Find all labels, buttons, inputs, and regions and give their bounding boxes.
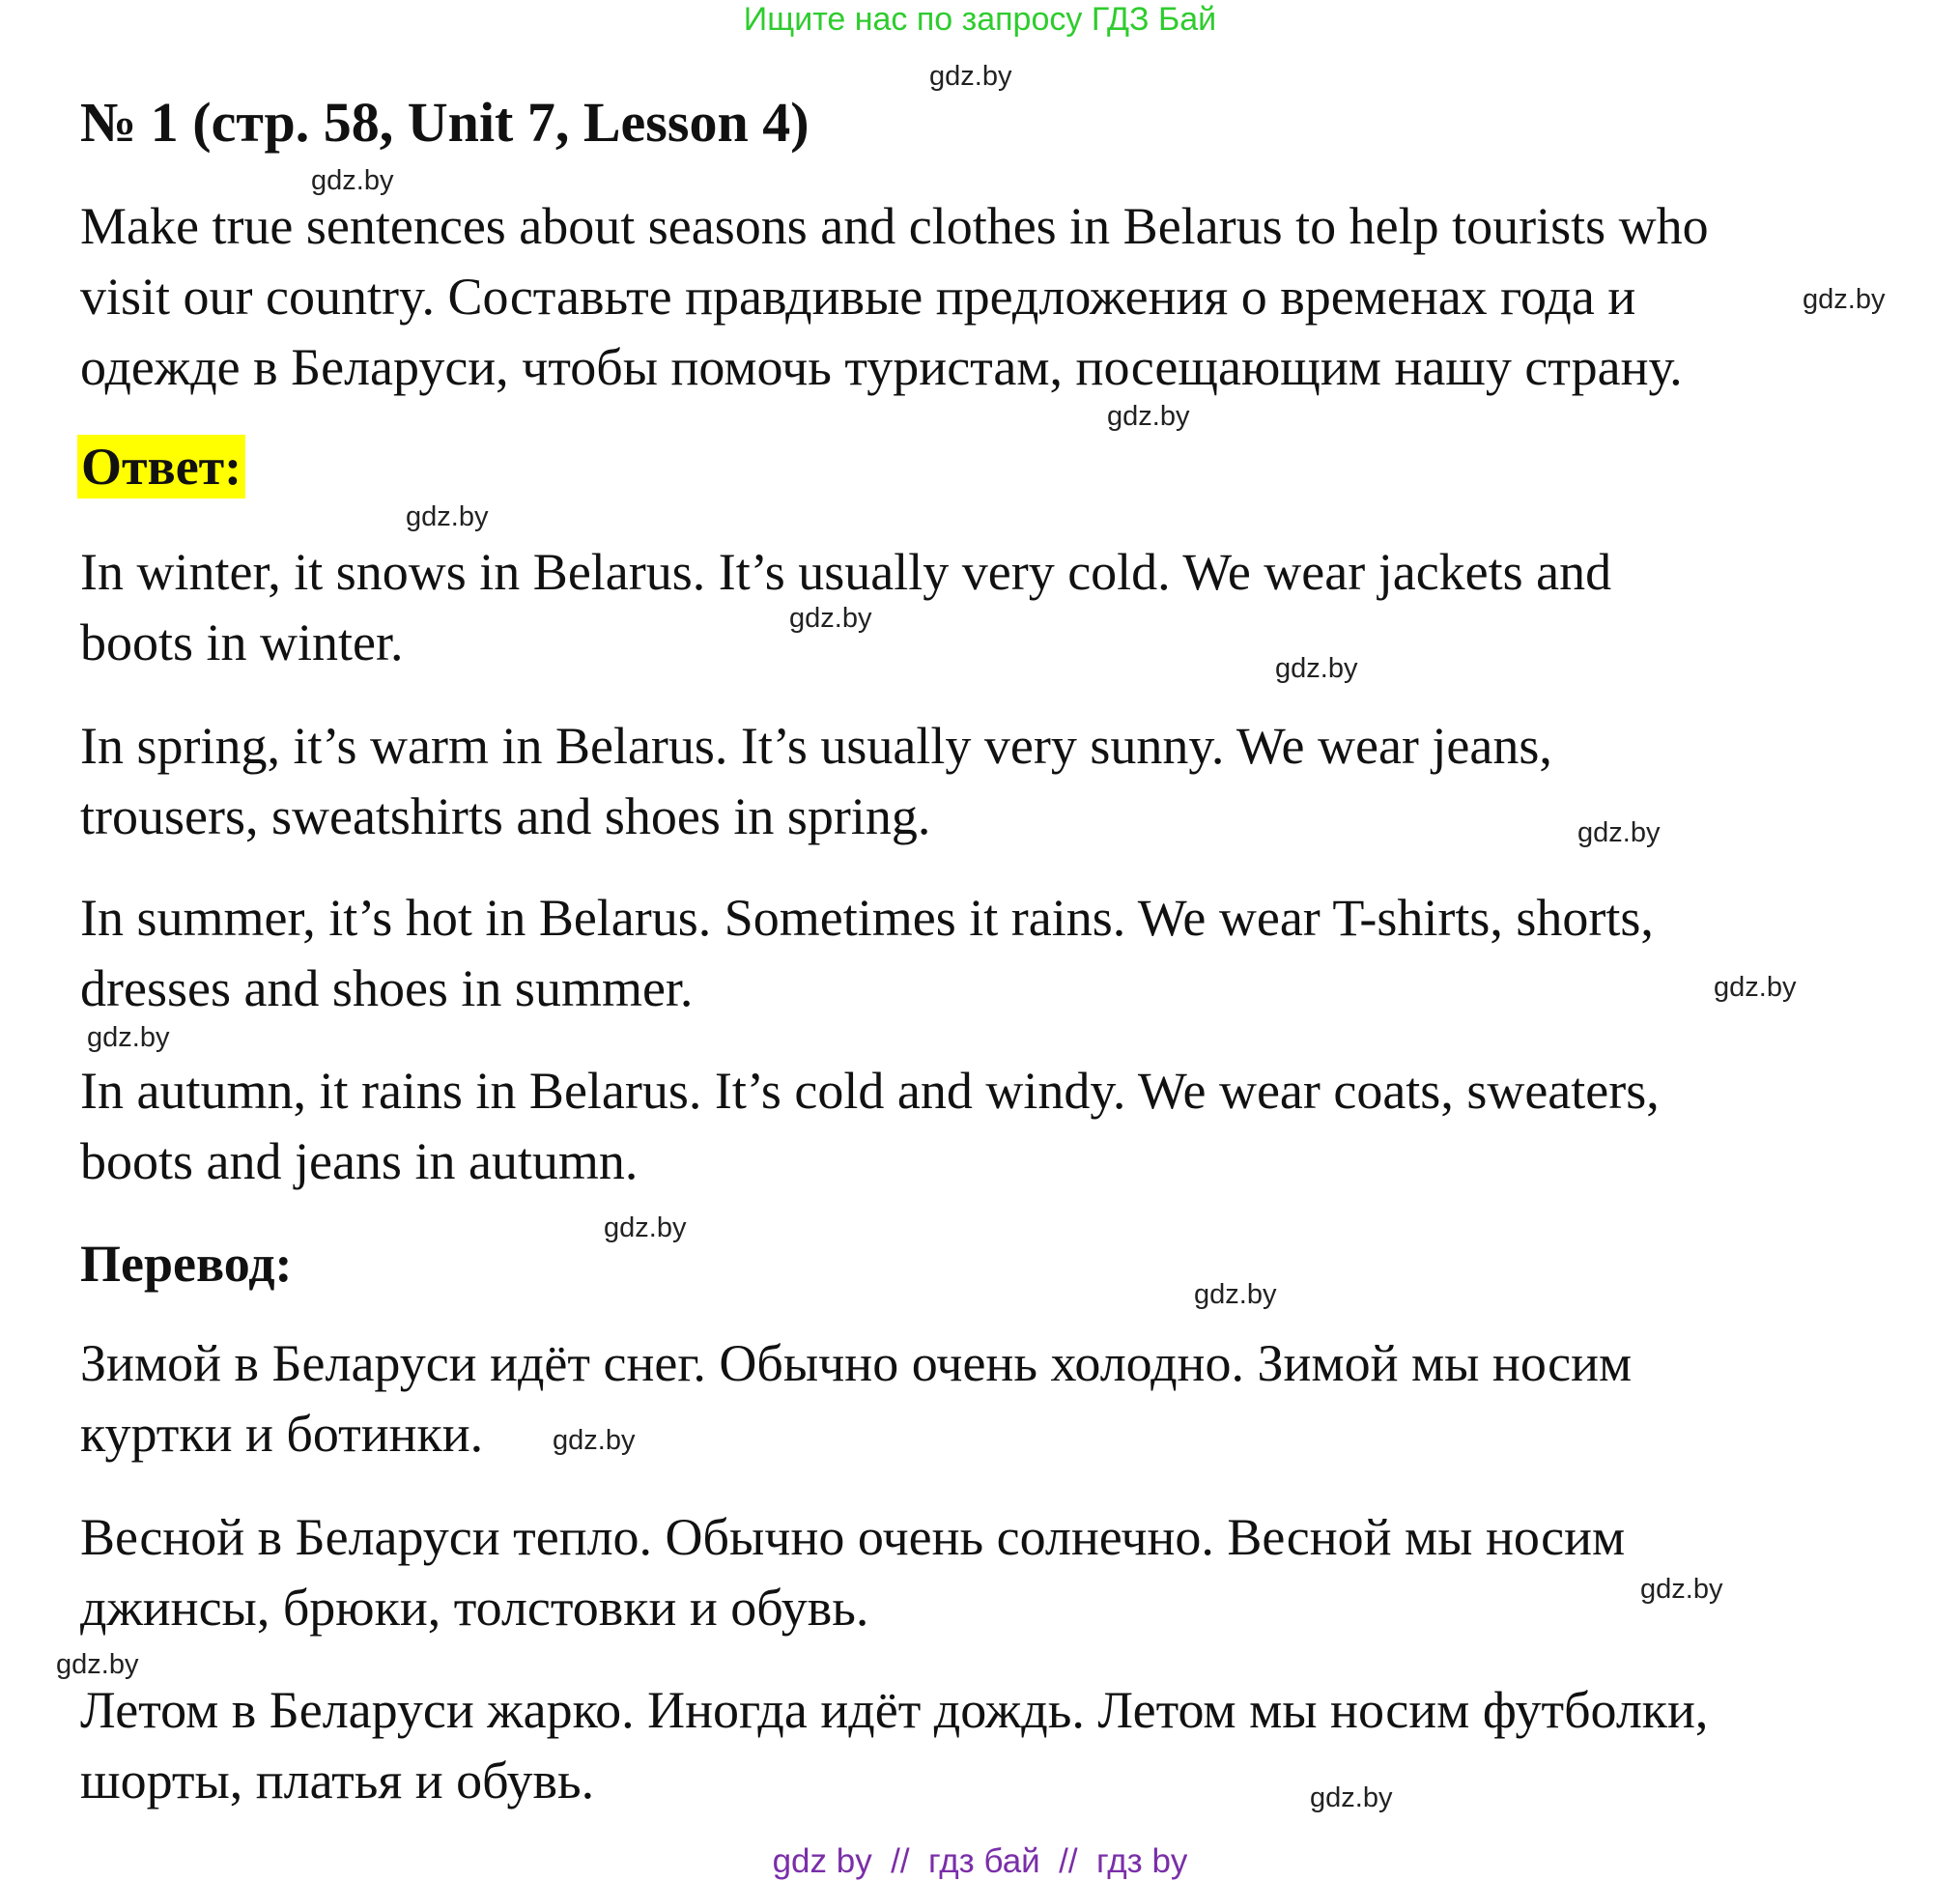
watermark: gdz.by bbox=[1310, 1782, 1393, 1813]
answer-line: boots in winter. bbox=[80, 613, 404, 671]
answer-line: In spring, it’s warm in Belarus. It’s usually very sunny. We wear jeans, bbox=[80, 717, 1552, 775]
translation-line: Летом в Беларуси жарко. Иногда идёт дождь. Летом мы носим футболки, bbox=[80, 1681, 1709, 1739]
watermark: gdz.by bbox=[1803, 284, 1886, 315]
watermark: gdz.by bbox=[604, 1212, 687, 1243]
watermark: gdz.by bbox=[553, 1425, 636, 1456]
answer-line: In autumn, it rains in Belarus. It’s cold and windy. We wear coats, sweaters, bbox=[80, 1062, 1660, 1120]
answer-line: In summer, it’s hot in Belarus. Sometimes it rains. We wear T-shirts, shorts, bbox=[80, 889, 1654, 947]
watermark: gdz.by bbox=[406, 501, 489, 532]
translation-line: Весной в Беларуси тепло. Обычно очень солнечно. Весной мы носим bbox=[80, 1508, 1626, 1566]
watermark: gdz.by bbox=[1640, 1574, 1723, 1605]
answer-line: trousers, sweatshirts and shoes in spring. bbox=[80, 787, 931, 845]
answer-line: dresses and shoes in summer. bbox=[80, 959, 694, 1017]
translation-line: шорты, платья и обувь. bbox=[80, 1752, 595, 1810]
task-line: одежде в Беларуси, чтобы помочь туристам, посещающим нашу страну. bbox=[80, 338, 1683, 396]
answer-line: In winter, it snows in Belarus. It’s usually very cold. We wear jackets and bbox=[80, 543, 1612, 601]
watermark: gdz.by bbox=[87, 1022, 170, 1053]
watermark: gdz.by bbox=[789, 603, 872, 634]
translation-line: джинсы, брюки, толстовки и обувь. bbox=[80, 1579, 869, 1637]
task-line: visit our country. Составьте правдивые предложения о временах года и bbox=[80, 268, 1636, 326]
top-banner: Ищите нас по запросу ГДЗ Бай bbox=[743, 1, 1217, 38]
watermark: gdz.by bbox=[1194, 1279, 1277, 1310]
watermark: gdz.by bbox=[1107, 401, 1190, 432]
translation-line: Зимой в Беларуси идёт снег. Обычно очень холодно. Зимой мы носим bbox=[80, 1334, 1633, 1392]
translation-heading: Перевод: bbox=[80, 1235, 293, 1293]
watermark: gdz.by bbox=[56, 1649, 139, 1680]
task-line: Make true sentences about seasons and clothes in Belarus to help tourists who bbox=[80, 197, 1709, 255]
footer-links: gdz by // гдз бай // гдз by bbox=[772, 1842, 1188, 1880]
answer-line: boots and jeans in autumn. bbox=[80, 1132, 639, 1190]
watermark: gdz.by bbox=[1577, 817, 1661, 848]
translation-line: куртки и ботинки. bbox=[80, 1405, 484, 1463]
watermark: gdz.by bbox=[1714, 972, 1797, 1003]
watermark: gdz.by bbox=[1275, 653, 1358, 684]
answer-label: Ответ: bbox=[77, 435, 245, 499]
watermark: gdz.by bbox=[311, 165, 394, 196]
exercise-title: № 1 (стр. 58, Unit 7, Lesson 4) bbox=[80, 91, 810, 154]
watermark: gdz.by bbox=[929, 61, 1012, 92]
